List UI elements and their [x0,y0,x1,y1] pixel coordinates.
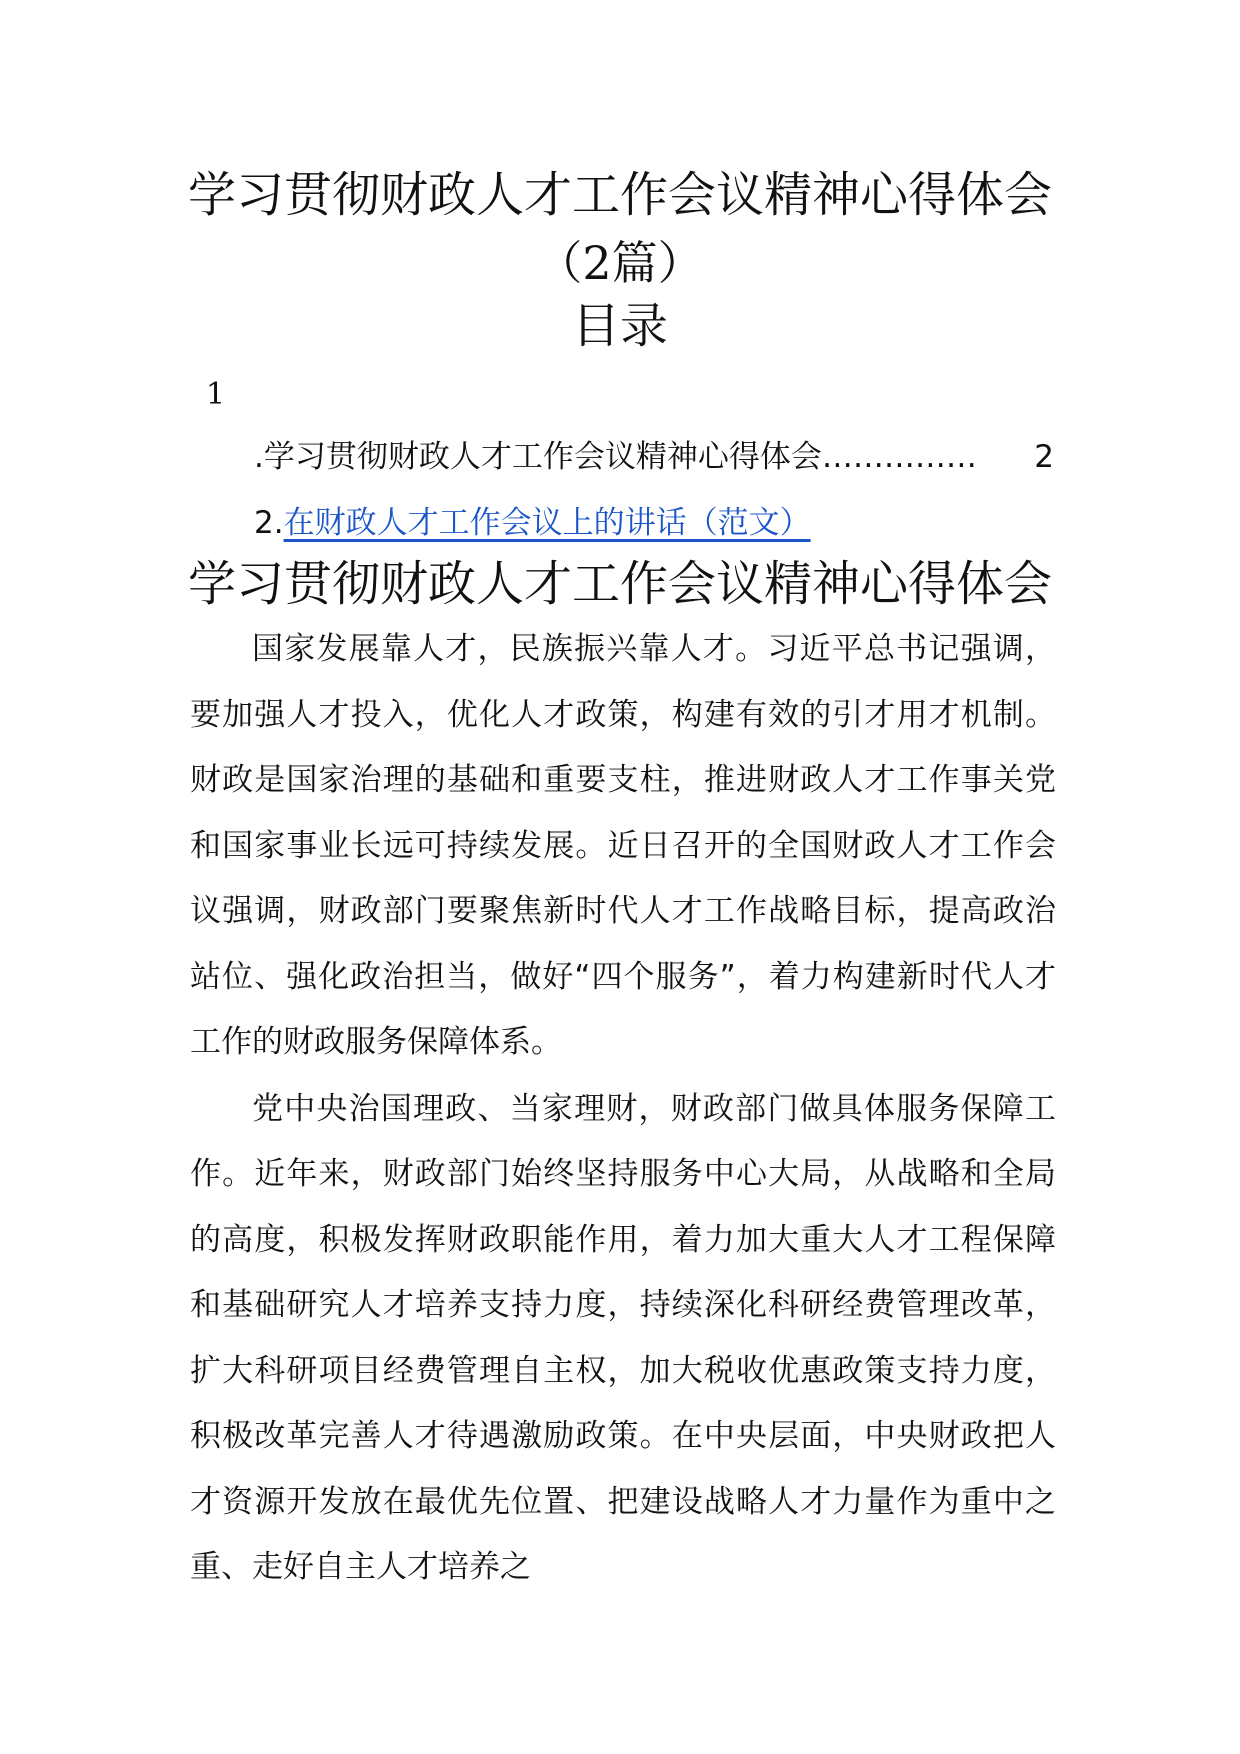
toc-item-2 [254,501,1054,545]
toc-item-1-number: 1 [206,377,226,412]
toc-item-2-number: 2. [254,505,284,541]
toc-item-2-link[interactable]: 在财政人才工作会议上的讲话（范文） [283,505,811,541]
toc-item-1[interactable] [254,435,1054,479]
toc-item-1-leader: …………… [821,439,977,475]
paragraph: 党中央治国理政、当家理财，财政部门做具体服务保障工作。近年来，财政部门始终坚持服务中心大局，从战略和全局的高度，积极发挥财政职能作用，着力加大重大人才工程保障和基础研究人才培养支持力度，持续深化科研经费管理改革，扩大科研项目经费管理自主权，加大税收优惠政策支持力度，积极改革完善人才待遇激励政策。在中央层面，中央财政把人才资源开发放在最优先位置、把建设战略人才力量作为重中之重、走好自主人才培养之 [190,1090,1056,1585]
document-title-count: （2篇） [536,236,704,290]
toc-heading: 目录 [571,298,668,354]
section-heading: 学习贯彻财政人才工作会议精神心得体会 [187,556,1052,612]
body-text [190,617,1056,1601]
paragraph: 国家发展靠人才，民族振兴靠人才。习近平总书记强调，要加强人才投入，优化人才政策，构建有效的引才用才机制。财政是国家治理的基础和重要支柱，推进财政人才工作事关党和国家事业长远可持续发展。近日召开的全国财政人才工作会议强调，财政部门要聚焦新时代人才工作战略目标，提高政治站位、强化政治担当，做好“四个服务”，着力构建新时代人才工作的财政服务保障体系。 [190,631,1056,1060]
toc-item-1-page: 2 [1034,439,1054,475]
document-title: 学习贯彻财政人才工作会议精神心得体会 [187,167,1052,223]
toc-item-1-text: .学习贯彻财政人才工作会议精神心得体会 [254,439,822,475]
